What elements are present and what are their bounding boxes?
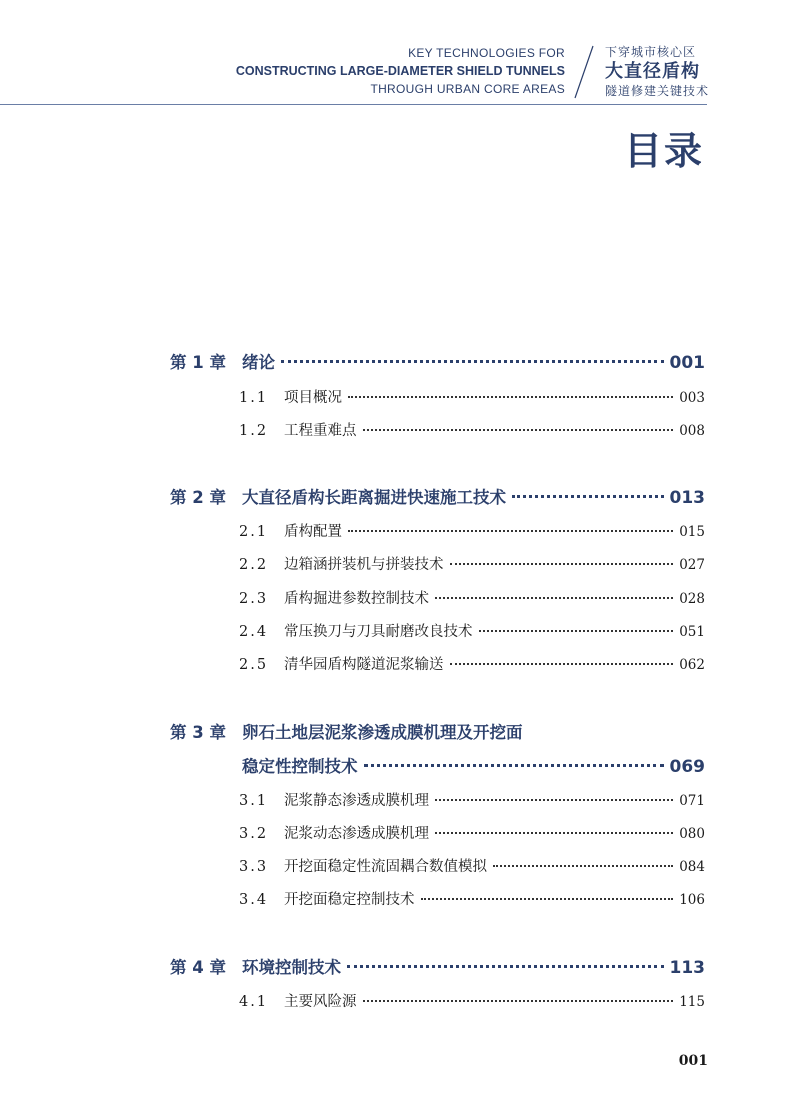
chapter-title-line2: 稳定性控制技术 (242, 757, 358, 776)
dot-leader (363, 429, 674, 431)
chapter-page: 069 (669, 757, 705, 777)
dot-leader (435, 832, 673, 834)
dot-leader (421, 898, 674, 900)
toc-section-4-1[interactable] (239, 990, 705, 1011)
chapter-number: 第 4 章 (170, 958, 226, 977)
chapter-title: 绪论 (242, 353, 275, 372)
dot-leader (363, 1000, 674, 1002)
section-title: 边箱涵拼装机与拼装技术 (284, 557, 444, 573)
section-page: 084 (679, 859, 705, 875)
toc-section-1-2[interactable] (239, 419, 705, 440)
header-en-line3: THROUGH URBAN CORE AREAS (370, 82, 565, 96)
section-number: 2.4 (239, 624, 269, 640)
toc-chapter-4[interactable] (170, 954, 705, 978)
page-number: 001 (678, 1053, 708, 1069)
toc-section-2-4[interactable] (239, 620, 705, 641)
dot-leader (348, 530, 673, 532)
section-number: 3.1 (239, 793, 269, 809)
header-en-line2: CONSTRUCTING LARGE-DIAMETER SHIELD TUNNELS (235, 64, 565, 78)
dot-leader (450, 563, 674, 565)
dot-leader (364, 764, 664, 767)
section-page: 062 (679, 657, 705, 673)
chapter-title-line1: 卵石土地层泥浆渗透成膜机理及开挖面 (242, 723, 523, 742)
section-title: 盾构配置 (284, 524, 342, 540)
section-number: 2.2 (239, 557, 269, 573)
section-page: 051 (679, 624, 705, 640)
section-number: 2.1 (239, 524, 269, 540)
section-number: 4.1 (239, 994, 269, 1010)
section-title: 泥浆动态渗透成膜机理 (284, 826, 429, 842)
section-page: 015 (679, 524, 705, 540)
section-page: 027 (679, 557, 705, 573)
header-rule (0, 104, 707, 105)
toc-chapter-3[interactable] (170, 719, 705, 743)
dot-leader (450, 663, 674, 665)
section-title: 项目概况 (284, 390, 342, 406)
dot-leader (512, 495, 664, 498)
header-english-title (236, 44, 565, 98)
toc-section-2-5[interactable] (239, 653, 705, 674)
section-number: 2.3 (239, 591, 269, 607)
header-chinese-title (605, 44, 709, 100)
header-en-line1: KEY TECHNOLOGIES FOR (408, 46, 565, 60)
section-page: 080 (679, 826, 705, 842)
page-title: 目录 (623, 129, 704, 173)
section-number: 3.4 (239, 892, 269, 908)
section-title: 主要风险源 (284, 994, 357, 1010)
header-cn-line3: 隧道修建关键技术 (605, 84, 710, 98)
section-page: 008 (679, 423, 705, 439)
section-number: 1.2 (239, 423, 269, 439)
toc-section-1-1[interactable] (239, 386, 705, 407)
toc-section-2-2[interactable] (239, 553, 705, 574)
section-title: 泥浆静态渗透成膜机理 (284, 793, 429, 809)
chapter-number: 第 3 章 (170, 723, 226, 742)
toc-section-2-1[interactable] (239, 520, 705, 541)
header-cn-line1: 下穿城市核心区 (605, 45, 697, 59)
chapter-title: 环境控制技术 (242, 958, 341, 977)
dot-leader (493, 865, 673, 867)
toc-section-3-1[interactable] (239, 789, 705, 810)
section-title: 开挖面稳定性流固耦合数值模拟 (284, 859, 487, 875)
section-title: 工程重难点 (284, 423, 357, 439)
section-number: 1.1 (239, 390, 269, 406)
section-number: 2.5 (239, 657, 269, 673)
section-title: 开挖面稳定控制技术 (284, 892, 415, 908)
section-title: 清华园盾构隧道泥浆输送 (284, 657, 444, 673)
chapter-number: 第 1 章 (170, 353, 226, 372)
chapter-page: 013 (669, 488, 705, 508)
toc-section-2-3[interactable] (239, 587, 705, 608)
dot-leader (479, 630, 674, 632)
toc-section-3-3[interactable] (239, 855, 705, 876)
chapter-page: 113 (669, 958, 705, 978)
dot-leader (435, 597, 673, 599)
dot-leader (281, 360, 664, 363)
dot-leader (347, 965, 664, 968)
toc-chapter-3-continued[interactable] (170, 753, 705, 777)
toc-section-3-2[interactable] (239, 822, 705, 843)
chapter-page: 001 (669, 353, 705, 373)
dot-leader (435, 799, 673, 801)
header-slash-divider (571, 44, 595, 100)
section-page: 003 (679, 390, 705, 406)
section-page: 106 (679, 892, 705, 908)
dot-leader (348, 396, 673, 398)
chapter-number: 第 2 章 (170, 488, 226, 507)
section-page: 071 (679, 793, 705, 809)
chapter-title: 大直径盾构长距离掘进快速施工技术 (242, 488, 506, 507)
toc-chapter-1[interactable] (170, 349, 705, 373)
header-cn-line2: 大直径盾构 (605, 61, 700, 82)
section-title: 常压换刀与刀具耐磨改良技术 (284, 624, 473, 640)
section-page: 028 (679, 591, 705, 607)
toc-section-3-4[interactable] (239, 888, 705, 909)
section-number: 3.3 (239, 859, 269, 875)
section-page: 115 (679, 994, 705, 1010)
toc-chapter-2[interactable] (170, 484, 705, 508)
section-number: 3.2 (239, 826, 269, 842)
section-title: 盾构掘进参数控制技术 (284, 591, 429, 607)
